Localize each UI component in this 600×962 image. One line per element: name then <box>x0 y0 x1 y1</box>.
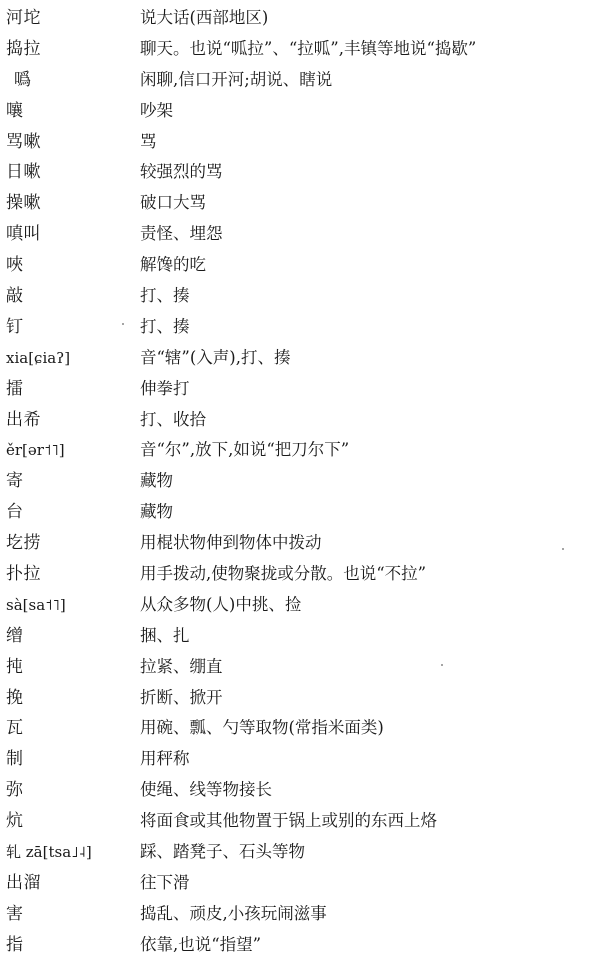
glossary-row <box>0 344 600 375</box>
glossary-row <box>0 745 600 776</box>
glossary-term: 指 <box>6 934 24 955</box>
glossary-row <box>0 97 600 128</box>
glossary-row <box>0 282 600 313</box>
glossary-definition: 拉紧、绷直 <box>140 656 223 676</box>
glossary-definition: 说大话(西部地区) <box>140 8 269 27</box>
glossary-row <box>0 4 600 35</box>
glossary-row <box>0 807 600 838</box>
glossary-term: 害 <box>6 903 24 924</box>
glossary-definition: 用手拨动,使物聚拢或分散。也说“不拉” <box>140 564 427 584</box>
scan-speck <box>562 548 564 550</box>
glossary-term: xia[ɕiaʔ] <box>6 348 71 367</box>
glossary-row <box>0 375 600 406</box>
glossary-row <box>0 529 600 560</box>
glossary-row <box>0 838 600 869</box>
glossary-row <box>0 931 600 962</box>
glossary-row <box>0 714 600 745</box>
glossary-definition: 踩、踏凳子、石头等物 <box>140 842 305 862</box>
glossary-definition: 骂 <box>140 131 157 151</box>
glossary-row <box>0 251 600 282</box>
glossary-row <box>0 684 600 715</box>
glossary-term: 缯 <box>6 625 24 646</box>
glossary-row <box>0 220 600 251</box>
glossary-definition: 折断、掀开 <box>140 687 223 707</box>
glossary-row <box>0 66 600 97</box>
glossary-definition: 打、揍 <box>140 316 190 336</box>
glossary-definition: 捆、扎 <box>140 625 190 645</box>
glossary-definition: 伸拳打 <box>140 378 190 398</box>
glossary-term: 瓦 <box>6 718 24 739</box>
glossary-term: 扽 <box>6 656 24 677</box>
glossary-definition: 使绳、线等物接长 <box>140 780 272 800</box>
glossary-term: sà[sa˦˥] <box>6 595 66 614</box>
glossary-term: 出希 <box>6 409 41 430</box>
glossary-term: 嗔叫 <box>6 224 41 245</box>
glossary-row <box>0 560 600 591</box>
glossary-term: ěr[ər˦˥] <box>6 441 65 460</box>
glossary-definition: 用秤称 <box>140 749 190 769</box>
glossary-definition: 捣乱、顽皮,小孩玩闹滋事 <box>140 903 327 923</box>
glossary-term: 轧 zā[tsa˩˨] <box>6 843 92 862</box>
glossary-term: 骂嗽 <box>6 131 41 152</box>
glossary-definition: 依靠,也说“指望” <box>140 934 262 954</box>
glossary-term: 唊 <box>6 255 24 276</box>
glossary-definition: 藏物 <box>140 502 173 522</box>
glossary-row <box>0 128 600 159</box>
glossary-definition: 吵架 <box>140 100 173 120</box>
glossary-row <box>0 869 600 900</box>
glossary-term: 炕 <box>6 811 24 832</box>
glossary-definition: 用碗、瓢、勺等取物(常指米面类) <box>140 718 384 738</box>
glossary-definition: 解馋的吃 <box>140 255 206 275</box>
scan-speck <box>122 323 124 325</box>
glossary-definition: 用棍状物伸到物体中拨动 <box>140 533 322 553</box>
glossary-term: 河坨 <box>6 8 41 28</box>
glossary-row <box>0 653 600 684</box>
glossary-row <box>0 436 600 467</box>
glossary-row <box>0 467 600 498</box>
glossary-term: 扑拉 <box>6 564 41 585</box>
glossary-term: 寄 <box>6 471 24 492</box>
glossary-row <box>0 591 600 622</box>
glossary-term: 操嗽 <box>6 193 41 214</box>
glossary-definition: 将面食或其他物置于锅上或别的东西上烙 <box>140 811 437 831</box>
glossary-term: 出溜 <box>6 872 41 893</box>
glossary-term: 挽 <box>6 687 24 708</box>
glossary-term: 敲 <box>6 286 24 307</box>
glossary-definition: 音“辖”(入声),打、揍 <box>140 347 291 367</box>
glossary-term: 制 <box>6 749 24 770</box>
glossary-term: 台 <box>6 502 24 523</box>
glossary-row <box>0 35 600 66</box>
glossary-row <box>0 622 600 653</box>
glossary-row <box>0 313 600 344</box>
glossary-definition: 往下滑 <box>140 872 190 892</box>
glossary-term: 噅 <box>14 69 32 90</box>
glossary-list <box>0 4 600 962</box>
glossary-term: 擂 <box>6 378 24 399</box>
glossary-row <box>0 498 600 529</box>
glossary-term: 钉 <box>6 316 24 337</box>
glossary-definition: 聊天。也说“呱拉”、“拉呱”,丰镇等地说“捣歇” <box>140 38 477 58</box>
glossary-row <box>0 900 600 931</box>
glossary-row <box>0 406 600 437</box>
glossary-term: 捣拉 <box>6 38 41 59</box>
glossary-definition: 闲聊,信口开河;胡说、瞎说 <box>140 69 333 89</box>
glossary-definition: 打、揍 <box>140 286 190 306</box>
glossary-term: 弥 <box>6 780 24 801</box>
glossary-definition: 责怪、埋怨 <box>140 224 223 244</box>
glossary-term: 圪捞 <box>6 533 41 554</box>
glossary-row <box>0 158 600 189</box>
glossary-definition: 从众多物(人)中挑、捡 <box>140 594 302 614</box>
glossary-row <box>0 776 600 807</box>
glossary-definition: 较强烈的骂 <box>140 162 223 182</box>
glossary-definition: 破口大骂 <box>140 193 206 213</box>
glossary-term: 日嗽 <box>6 162 41 183</box>
glossary-definition: 藏物 <box>140 471 173 491</box>
glossary-definition: 打、收拾 <box>140 409 206 429</box>
glossary-row <box>0 189 600 220</box>
glossary-term: 嚷 <box>6 100 24 121</box>
scan-speck <box>441 664 443 666</box>
glossary-definition: 音“尔”,放下,如说“把刀尔下” <box>140 440 350 460</box>
